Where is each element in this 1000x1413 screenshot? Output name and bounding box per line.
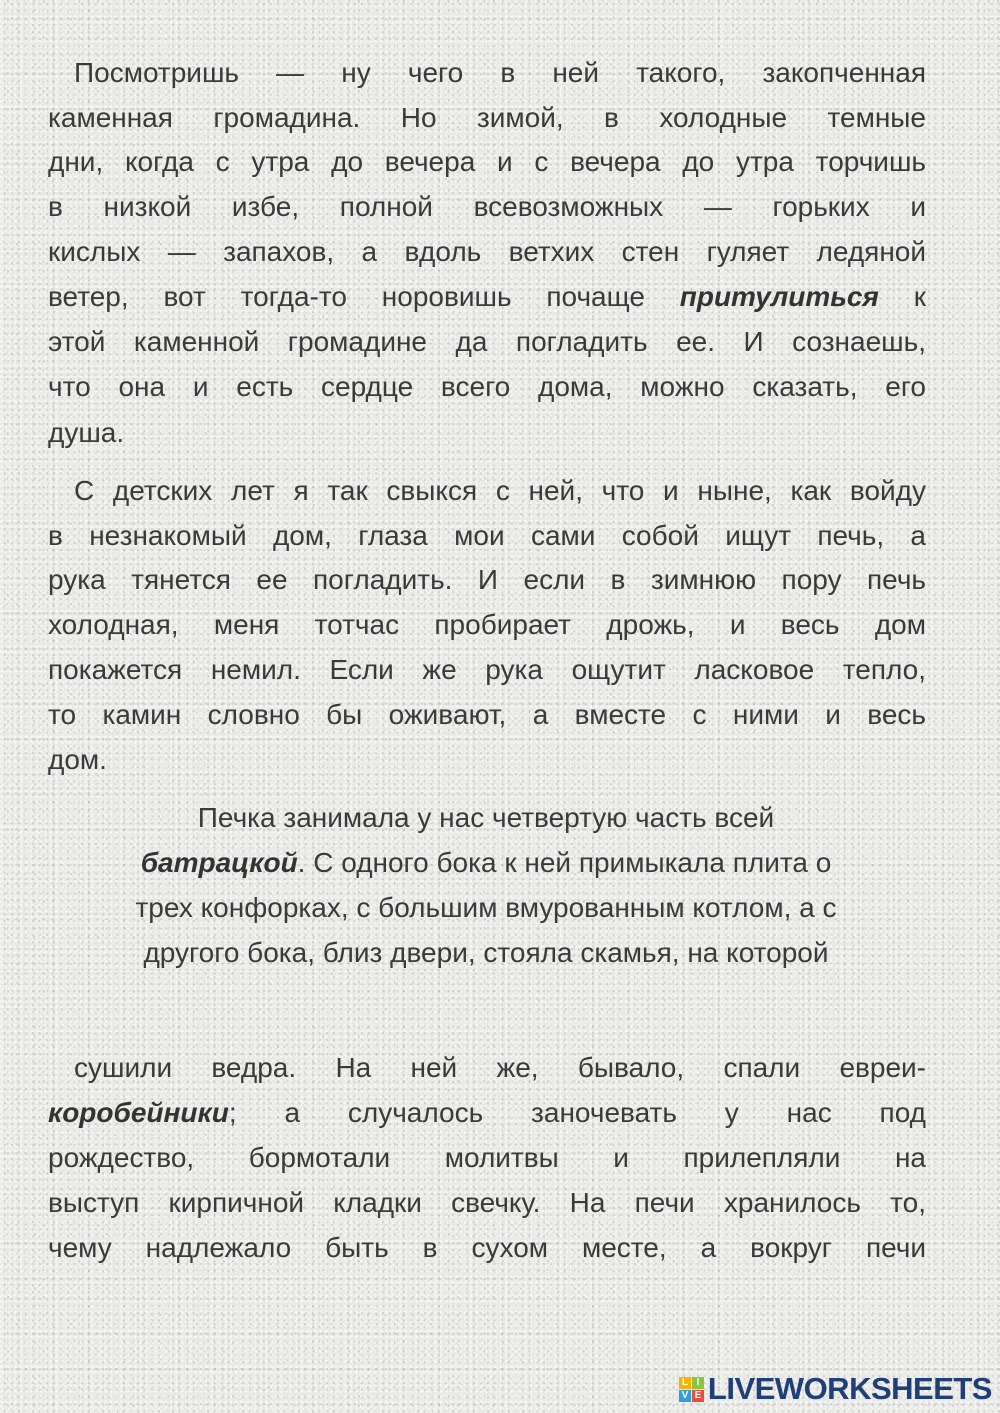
text-line: рождество, бормотали молитвы и прилепляли на [48, 1142, 926, 1173]
text-line: Печка занимала у нас четвертую часть всей [197, 802, 775, 833]
text-line: дни, когда с утра до вечера и с вечера до утра торчишь [48, 146, 926, 177]
text-segment: . С одного бока к ней примыкала плита о [297, 847, 832, 878]
text-segment: ветер, вот тогда-то норовишь почаще [48, 281, 680, 312]
emphasized-word: притулиться [679, 281, 879, 312]
text-line [48, 1091, 926, 1135]
text-line: холодная, меня тотчас пробирает дрожь, и весь дом [48, 609, 926, 640]
emphasized-word: коробейники [48, 1097, 229, 1128]
text-line: что она и есть сердце всего дома, можно сказать, его [48, 371, 926, 402]
text-line: в низкой избе, полной всевозможных — горьких и [48, 191, 926, 222]
logo-letter: L [679, 1377, 691, 1389]
text-line: этой каменной громадине да погладить ее. И сознаешь, [48, 326, 926, 357]
liveworksheets-logo[interactable] [679, 1371, 992, 1407]
logo-letter: I [692, 1377, 704, 1389]
text-segment: ; а случалось заночевать у нас под [228, 1097, 926, 1128]
text-line: Посмотришь — ну чего в ней такого, закопченная [74, 57, 926, 88]
logo-letter: E [692, 1390, 704, 1402]
text-line: сушили ведра. На ней же, бывало, спали евреи- [74, 1052, 926, 1083]
text-line: другого бока, близ двери, стояла скамья, на которой [143, 937, 829, 968]
text-line: душа. [48, 417, 125, 448]
text-line [60, 841, 912, 885]
logo-text: LIVEWORKSHEETS [707, 1371, 992, 1406]
text-line: трех конфорках, с большим вмурованным котлом, а с [135, 892, 837, 923]
text-line [48, 275, 926, 319]
live-logo-icon [679, 1377, 704, 1402]
logo-letter: V [679, 1390, 691, 1402]
text-line: покажется немил. Если же рука ощутит ласковое тепло, [48, 654, 926, 685]
text-line: кислых — запахов, а вдоль ветхих стен гуляет ледяной [48, 236, 926, 267]
text-line: чему надлежало быть в сухом месте, а вокруг печи [48, 1232, 926, 1263]
text-line: то камин словно бы оживают, а вместе с ними и весь [48, 699, 926, 730]
text-segment: к [878, 281, 926, 312]
text-line: в незнакомый дом, глаза мои сами собой ищут печь, а [48, 520, 926, 551]
text-line: каменная громадина. Но зимой, в холодные темные [48, 102, 926, 133]
text-line: рука тянется ее погладить. И если в зимнюю пору печь [48, 564, 926, 595]
text-line: выступ кирпичной кладки свечку. На печи хранилось то, [48, 1187, 926, 1218]
text-line: С детских лет я так свыкся с ней, что и ныне, как войду [74, 475, 926, 506]
text-line: дом. [48, 744, 107, 775]
emphasized-word: батрацкой [140, 847, 298, 878]
